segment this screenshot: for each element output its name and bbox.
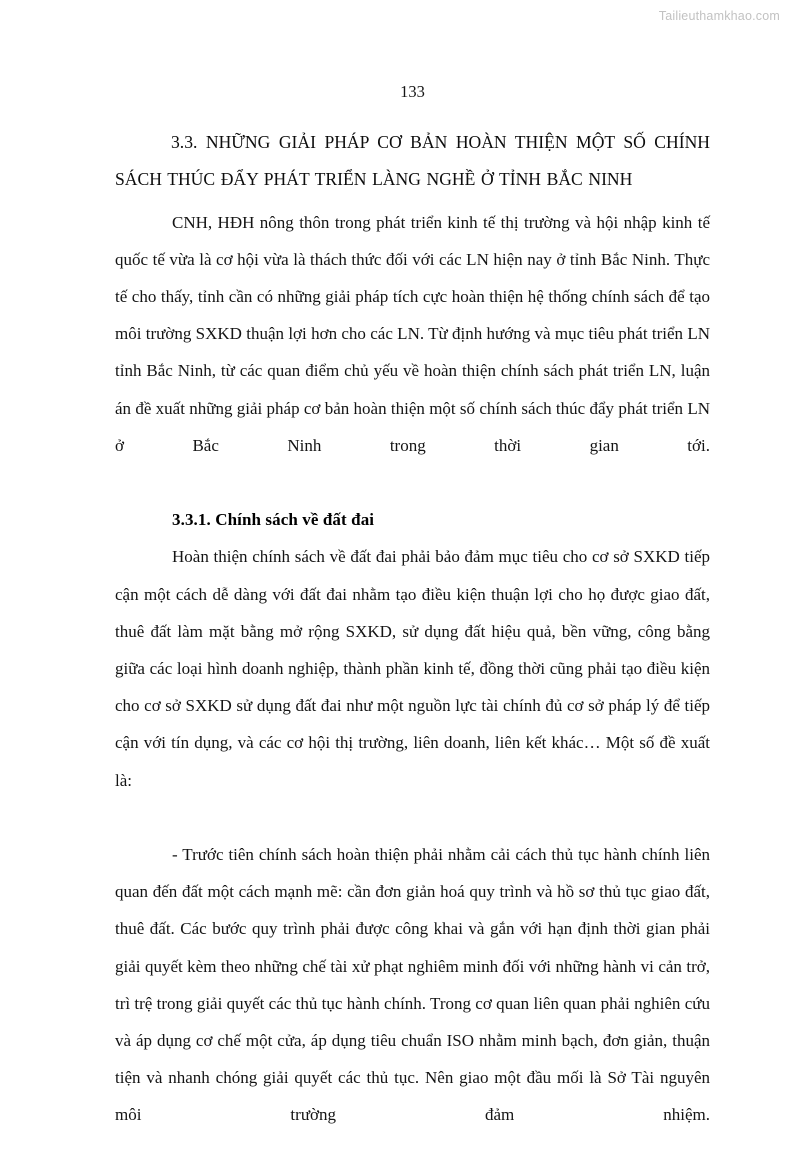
- paragraph-land-policy-proposal-1: - Trước tiên chính sách hoàn thiện phải nhằm cải cách thủ tục hành chính liên quan đến đất một cách mạnh mẽ: cần đơn giản hoá quy trình và hồ sơ thủ tục giao đất, thuê đất. Các bước quy trình phải được công khai và gắn với hạn định thời gian phải giải quyết kèm theo những chế tài xử phạt nghiêm minh đối với những hành vi cản trở, trì trệ trong giải quyết các thủ tục hành chính. Trong cơ quan liên quan phải nghiên cứu và áp dụng cơ chế một cửa, áp dụng tiêu chuẩn ISO nhằm minh bạch, đơn giản, thuận tiện và nhanh chóng giải quyết các thủ tục. Nên giao một đầu mối là Sở Tài nguyên môi trường đảm nhiệm.: [115, 844, 710, 1125]
- section-heading-3-3: 3.3. NHỮNG GIẢI PHÁP CƠ BẢN HOÀN THIỆN MỘT SỐ CHÍNH SÁCH THÚC ĐẨY PHÁT TRIỂN LÀNG NGHỀ Ở TỈNH BẮC NINH: [115, 131, 710, 189]
- page-number: 133: [400, 82, 425, 101]
- document-page: [115, 0, 710, 1123]
- site-watermark: Tailieuthamkhao.com: [658, 9, 780, 23]
- paragraph-land-policy-overview: Hoàn thiện chính sách về đất đai phải bảo đảm mục tiêu cho cơ sở SXKD tiếp cận một cách dễ dàng với đất đai nhằm tạo điều kiện thuận lợi cho họ được giao đất, thuê đất làm mặt bằng mở rộng SXKD, sử dụng đất hiệu quả, bền vững, công bằng giữa các loại hình doanh nghiệp, thành phần kinh tế, đồng thời cũng phải tạo điều kiện cho cơ sở SXKD sử dụng đất đai như một nguồn lực tài chính đủ cơ sở pháp lý để tiếp cận với tín dụng, và các cơ hội thị trường, liên doanh, liên kết khác… Một số đề xuất là:: [115, 547, 710, 790]
- paragraph-intro: CNH, HĐH nông thôn trong phát triển kinh tế thị trường và hội nhập kinh tế quốc tế vừa là cơ hội vừa là thách thức đối với các LN hiện nay ở tỉnh Bắc Ninh. Thực tế cho thấy, tỉnh cần có những giải pháp tích cực hoàn thiện hệ thống chính sách để tạo môi trường SXKD thuận lợi hơn cho các LN. Từ định hướng và mục tiêu phát triển LN tỉnh Bắc Ninh, từ các quan điểm chủ yếu về hoàn thiện chính sách phát triển LN, luận án đề xuất những giải pháp cơ bản hoàn thiện một số chính sách thúc đẩy phát triển LN ở Bắc Ninh trong thời gian tới.: [115, 212, 710, 455]
- subsection-heading-3-3-1: 3.3.1. Chính sách về đất đai: [172, 510, 375, 530]
